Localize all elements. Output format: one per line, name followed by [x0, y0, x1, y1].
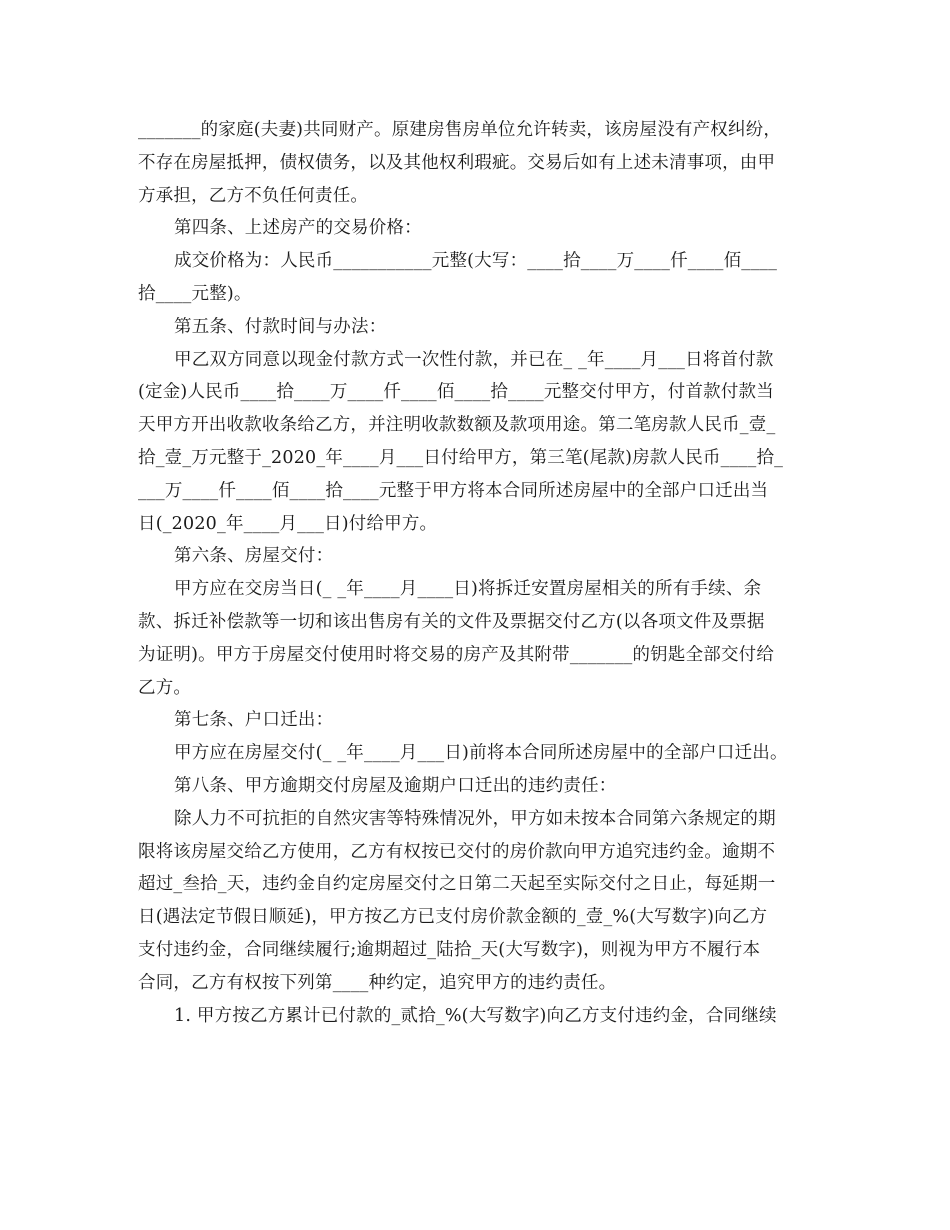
paragraph-first-line: 甲方应在交房当日(_ _年____月____日)将拆迁安置房屋相关的所有手续、余: [174, 579, 762, 600]
paragraph-line: 拾_壹_万元整于_2020_年____月___日付给甲方，第三笔(尾款)房款人民币____拾_: [138, 447, 784, 468]
paragraph-line: 日(遇法定节假日顺延)，甲方按乙方已支付房价款金额的_壹_%(大写数字)向乙方: [138, 907, 768, 928]
paragraph-first-line: 第五条、付款时间与办法：: [174, 316, 387, 337]
paragraph-line: 天甲方开出收款收条给乙方，并注明收款数额及款项用途。第二笔房款人民币_壹_: [138, 415, 776, 436]
paragraph-line: 为证明)。甲方于房屋交付使用时将交易的房产及其附带_______的钥匙全部交付给: [138, 644, 775, 665]
paragraph-line: 超过_叁拾_天，违约金自约定房屋交付之日第二天起至实际交付之日止，每延期一: [138, 874, 776, 895]
paragraph-line: 合同，乙方有权按下列第____种约定，追究甲方的违约责任。: [138, 972, 617, 993]
paragraph-line: 支付违约金，合同继续履行;逾期超过_陆拾_天(大写数字)，则视为甲方不履行本: [138, 939, 761, 960]
paragraph-first-line: 除人力不可抗拒的自然灾害等特殊情况外，甲方如未按本合同第六条规定的期: [174, 808, 776, 829]
paragraph-first-line: 第七条、户口迁出：: [174, 710, 334, 731]
paragraph-line: 方承担，乙方不负任何责任。: [138, 185, 369, 206]
paragraph-first-line: 1. 甲方按乙方累计已付款的_贰拾_%(大写数字)向乙方支付违约金，合同继续: [174, 1005, 777, 1026]
paragraph-first-line: 第六条、房屋交付：: [174, 546, 334, 567]
paragraph-first-line: 第八条、甲方逾期交付房屋及逾期户口迁出的违约责任：: [174, 775, 617, 796]
paragraph-line: 款、拆迁补偿款等一切和该出售房有关的文件及票据交付乙方(以各项文件及票据: [138, 611, 765, 632]
paragraph-line: 乙方。: [138, 677, 192, 698]
paragraph-first-line: 甲方应在房屋交付(_ _年____月___日)前将本合同所述房屋中的全部户口迁出。: [174, 743, 788, 764]
paragraph-line: _______的家庭(夫妻)共同财产。原建房售房单位允许转卖，该房屋没有产权纠纷，: [138, 120, 782, 140]
paragraph-first-line: 甲乙双方同意以现金付款方式一次性付款，并已在_ _年____月___日将首付款: [174, 349, 774, 370]
paragraph-line: 不存在房屋抵押，债权债务，以及其他权利瑕疵。交易后如有上述未清事项，由甲: [138, 152, 776, 173]
paragraph-line: 日(_2020_年____月___日)付给甲方。: [138, 513, 438, 534]
paragraph-first-line: 成交价格为：人民币___________元整(大写：____拾____万____仟____佰____: [174, 251, 778, 272]
paragraph-line: (定金)人民币____拾____万____仟____佰____拾____元整交付甲方，付首款付款当: [138, 382, 774, 403]
paragraph-line: 拾____元整)。: [138, 283, 252, 304]
document-body: [138, 114, 818, 1032]
paragraph-line: 限将该房屋交给乙方使用，乙方有权按已交付的房价款向甲方追究违约金。逾期不: [138, 841, 776, 862]
paragraph-line: ___万____仟____佰____拾____元整于甲方将本合同所述房屋中的全部户口迁出当: [138, 480, 769, 501]
paragraph-first-line: 第四条、上述房产的交易价格：: [174, 218, 422, 239]
